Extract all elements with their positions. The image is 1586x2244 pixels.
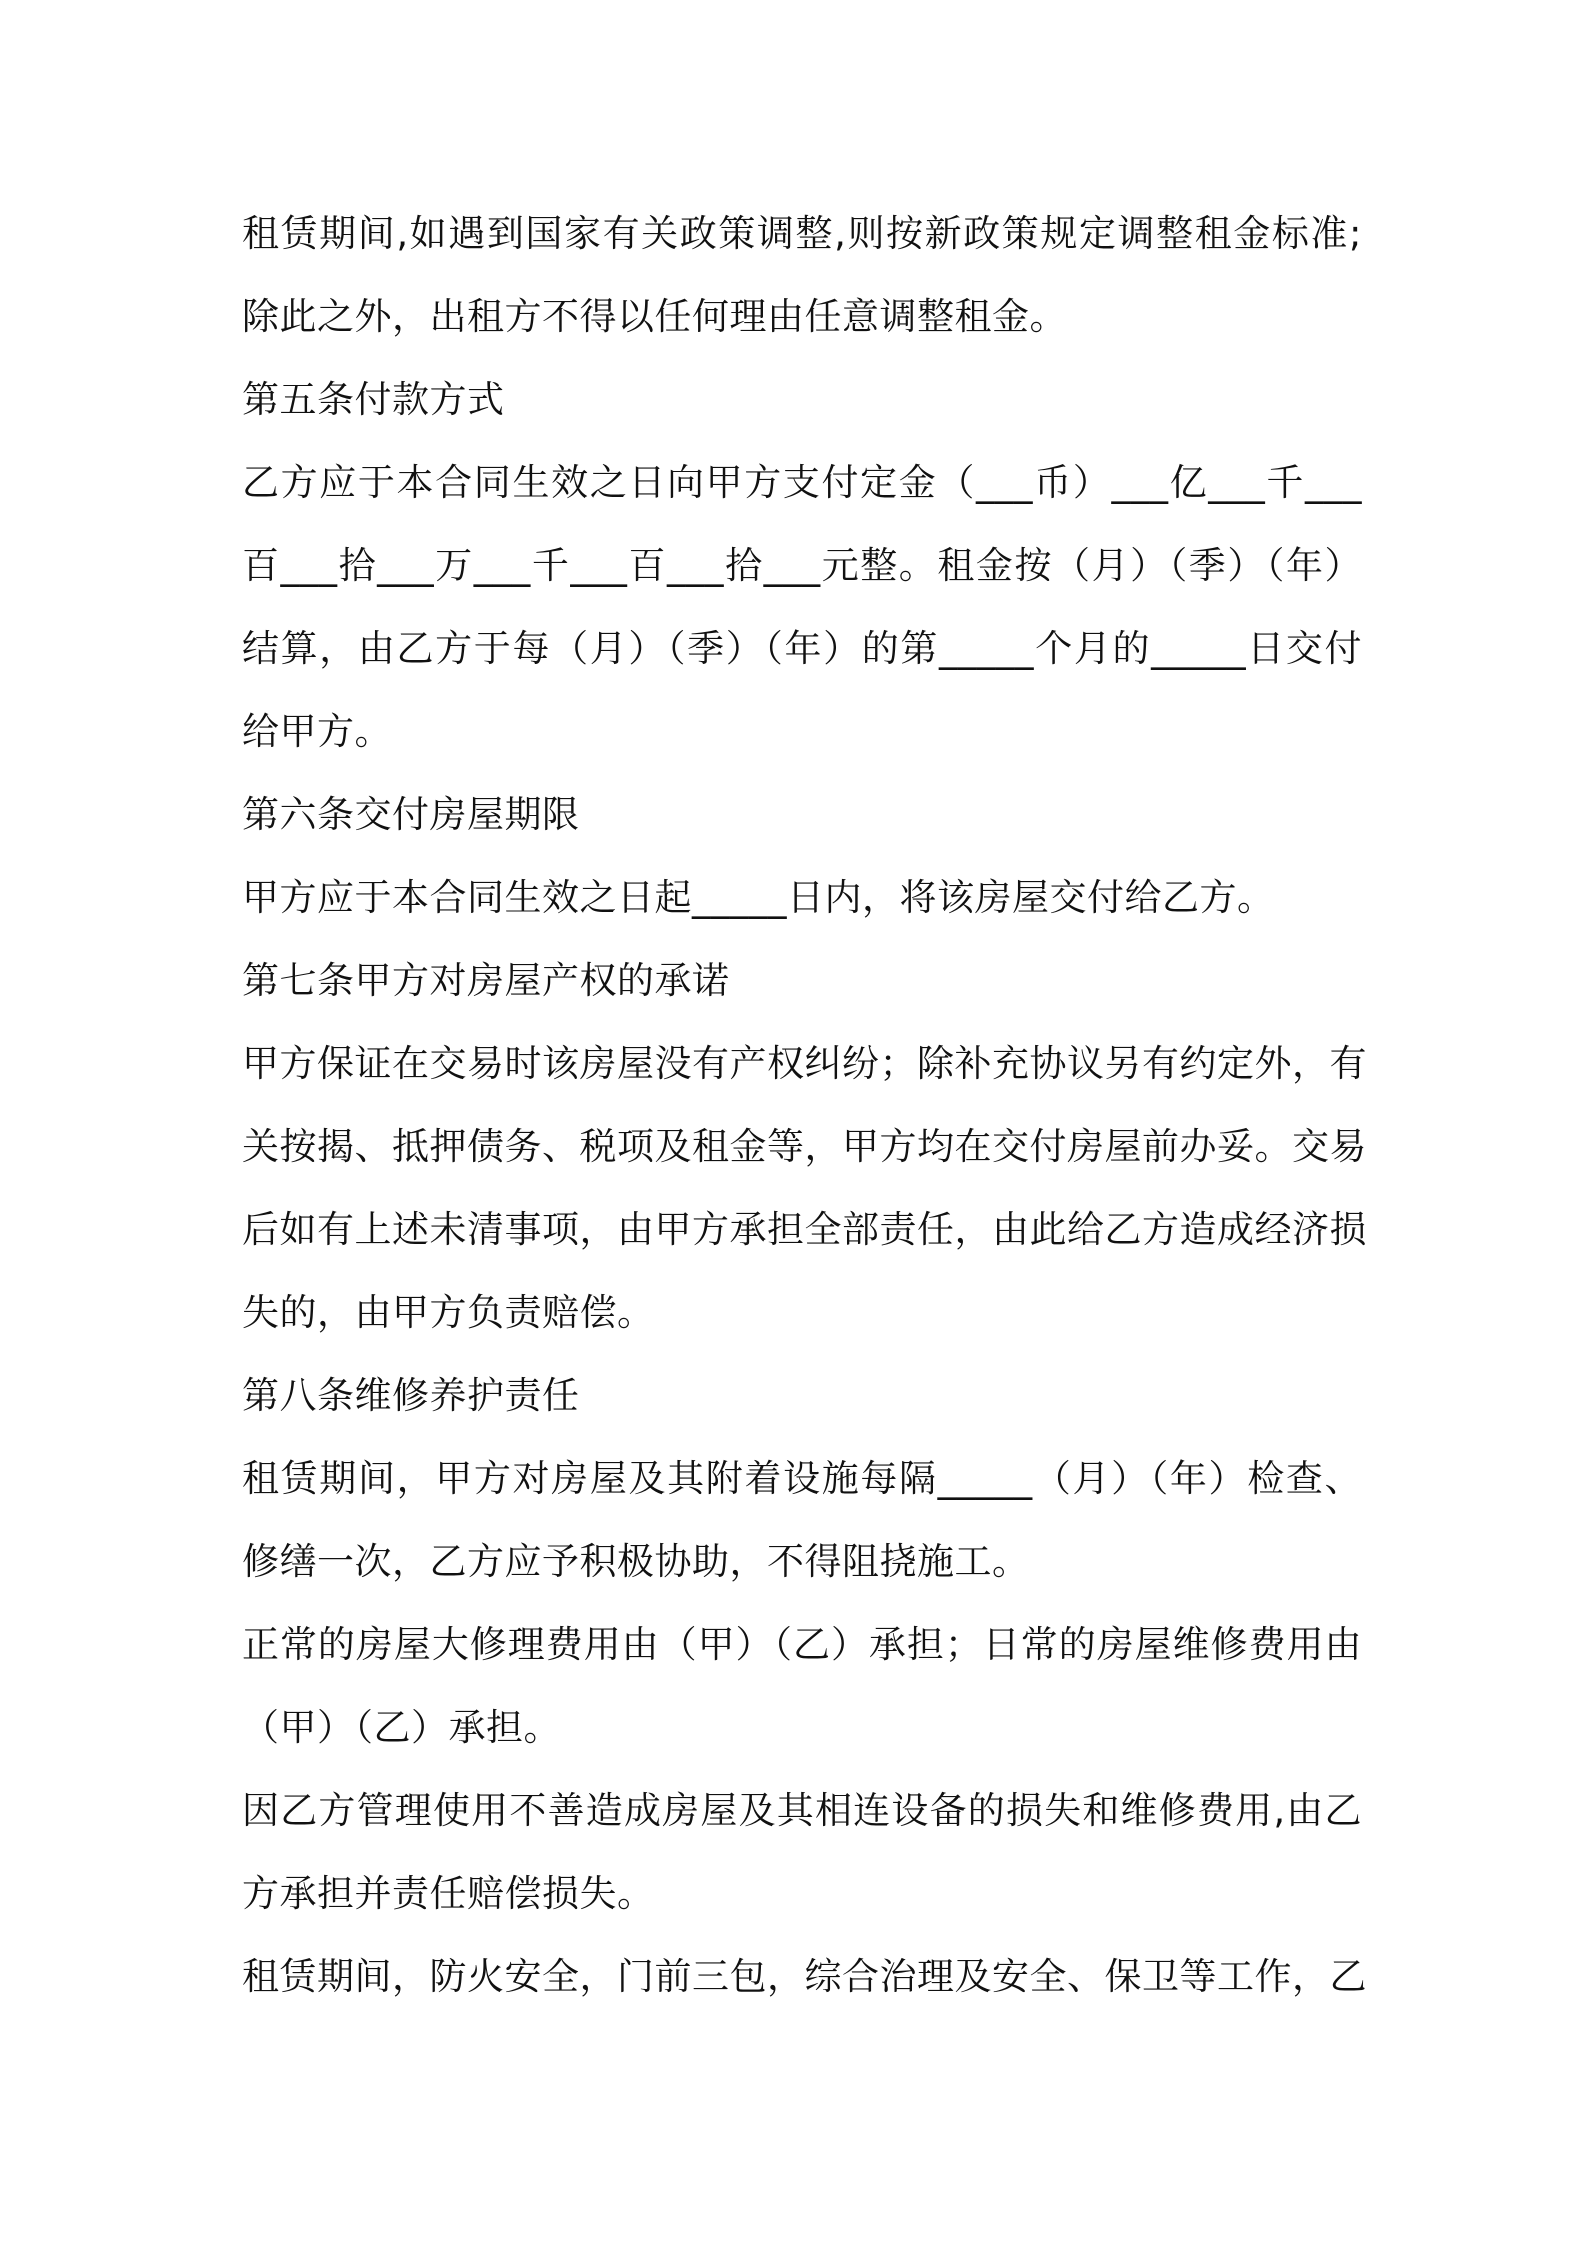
- text-line: 失的，由甲方负责赔偿。: [242, 1291, 655, 1334]
- text-line: 租赁期间,如遇到国家有关政策调整,则按新政策规定调整租金标准;: [242, 212, 1362, 255]
- text-line: 正常的房屋大修理费用由（甲）（乙）承担；日常的房屋维修费用由: [242, 1623, 1362, 1666]
- text-line: 甲方保证在交易时该房屋没有产权纠纷；除补充协议另有约定外，有: [242, 1042, 1367, 1085]
- text-line: 结算，由乙方于每（月）（季）（年）的第_____个月的_____日交付: [242, 627, 1362, 670]
- text-line: 除此之外，出租方不得以任何理由任意调整租金。: [242, 295, 1067, 338]
- text-line: 给甲方。: [242, 710, 392, 753]
- text-line: 修缮一次，乙方应予积极协助，不得阻挠施工。: [242, 1540, 1030, 1583]
- text-line: （甲）（乙）承担。: [242, 1706, 561, 1749]
- section-heading: 第七条甲方对房屋产权的承诺: [242, 959, 730, 1002]
- text-line: 方承担并责任赔偿损失。: [242, 1872, 655, 1915]
- section-heading: 第五条付款方式: [242, 378, 505, 421]
- text-line: 租赁期间，甲方对房屋及其附着设施每隔_____（月）（年）检查、: [242, 1457, 1362, 1500]
- text-line: 乙方应于本合同生效之日向甲方支付定金（___币）___亿___千___: [242, 461, 1362, 504]
- text-line: 后如有上述未清事项，由甲方承担全部责任，由此给乙方造成经济损: [242, 1208, 1367, 1251]
- text-line: 因乙方管理使用不善造成房屋及其相连设备的损失和维修费用,由乙: [242, 1789, 1362, 1832]
- text-line: 百___拾___万___千___百___拾___元整。租金按（月）（季）（年）: [242, 544, 1362, 587]
- document-body: [242, 192, 1367, 2018]
- text-line: 甲方应于本合同生效之日起_____日内，将该房屋交付给乙方。: [242, 876, 1275, 919]
- text-line: 租赁期间，防火安全，门前三包，综合治理及安全、保卫等工作，乙: [242, 1955, 1367, 1998]
- text-line: 关按揭、抵押债务、税项及租金等，甲方均在交付房屋前办妥。交易: [242, 1125, 1367, 1168]
- section-heading: 第六条交付房屋期限: [242, 793, 580, 836]
- section-heading: 第八条维修养护责任: [242, 1374, 580, 1417]
